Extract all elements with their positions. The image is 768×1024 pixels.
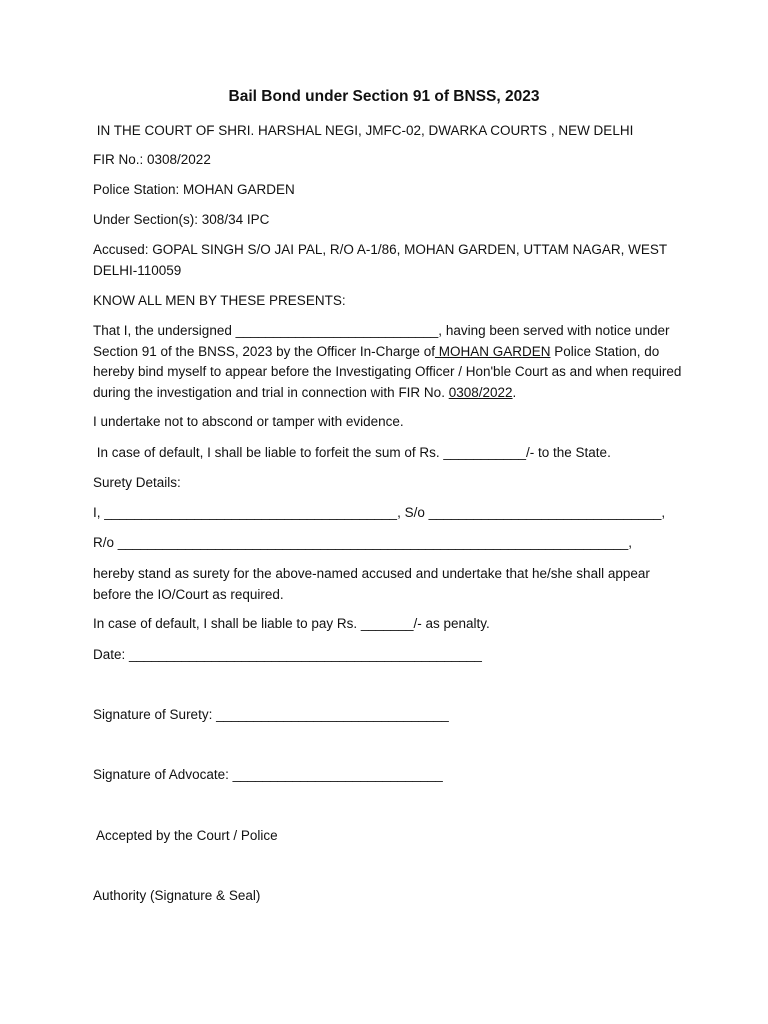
fir-reference: 0308/2022 [448, 384, 513, 400]
document-title: Bail Bond under Section 91 of BNSS, 2023 [228, 88, 540, 105]
paragraph-text: That I, the undersigned ___________________________, having been served with notice under Section 91 of the BNSS, 2023 by the Officer In-Charge of [93, 323, 670, 359]
penalty-line: In case of default, I shall be liable to pay Rs. _______/- as penalty. [93, 616, 490, 631]
undertaking-paragraph [93, 321, 683, 403]
date-line: Date: _______________________________________________ [93, 647, 482, 662]
paragraph-text: . [512, 384, 517, 400]
paragraph-text: Police Station, do hereby bind myself to appear before the Investigating Officer / Hon'ble Court as and when required during the investigation and trial in connection with FIR No. [93, 343, 682, 400]
surety-details-heading: Surety Details: [93, 475, 181, 490]
surety-signature-line: Signature of Surety: _______________________________ [93, 707, 449, 722]
police-station: Police Station: MOHAN GARDEN [93, 182, 295, 197]
accepted-line: Accepted by the Court / Police [93, 828, 278, 843]
accused-details: Accused: GOPAL SINGH S/O JAI PAL, R/O A-1/86, MOHAN GARDEN, UTTAM NAGAR, WEST DELHI-110059 [93, 242, 667, 278]
surety-residence-line: R/o ____________________________________________________________________, [93, 535, 633, 550]
advocate-signature-line: Signature of Advocate: ____________________________ [93, 767, 443, 782]
undertake-line: I undertake not to abscond or tamper with evidence. [93, 414, 404, 429]
fir-number: FIR No.: 0308/2022 [93, 152, 211, 167]
court-line: IN THE COURT OF SHRI. HARSHAL NEGI, JMFC-02, DWARKA COURTS , NEW DELHI [93, 123, 634, 138]
under-sections: Under Section(s): 308/34 IPC [93, 212, 270, 227]
know-all-heading: KNOW ALL MEN BY THESE PRESENTS: [93, 293, 346, 308]
default-forfeit-line: In case of default, I shall be liable to forfeit the sum of Rs. ___________/- to the State. [93, 445, 611, 460]
police-station-name: MOHAN GARDEN [434, 343, 551, 359]
authority-line: Authority (Signature & Seal) [93, 888, 261, 903]
surety-name-line: I, _______________________________________, S/o _______________________________, [93, 505, 666, 520]
surety-undertaking: hereby stand as surety for the above-named accused and undertake that he/she shall appear before the IO/Court as required. [93, 566, 650, 602]
